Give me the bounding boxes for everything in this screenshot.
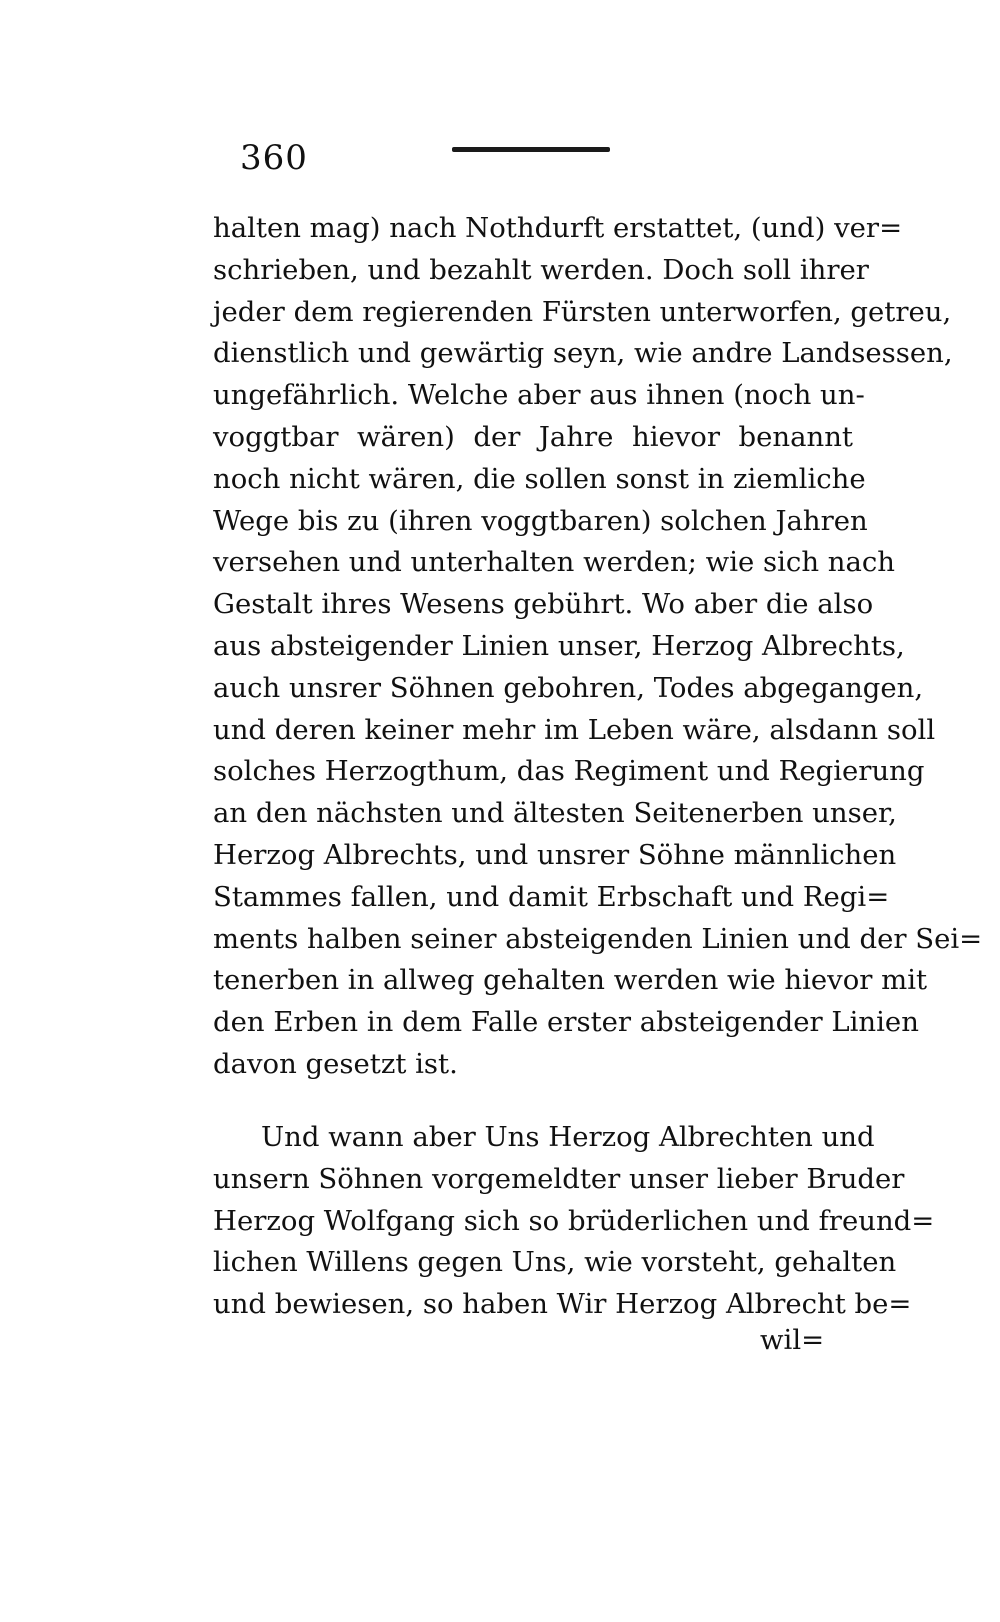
text-line: halten mag) nach Nothdurft erstattet, (und) ver= — [213, 212, 903, 244]
catchword: wil= — [760, 1324, 825, 1356]
page-number: 360 — [240, 138, 308, 178]
text-line: ments halben seiner absteigenden Linien und der Sei= — [213, 922, 983, 955]
text-line: noch nicht wären, die sollen sonst in ziemliche — [213, 462, 866, 495]
text-line: Stammes fallen, und damit Erbschaft und Regi= — [213, 880, 890, 913]
text-line: dienstlich und gewärtig seyn, wie andre Landsessen, — [213, 337, 953, 370]
text-line: ungefährlich. Welche aber aus ihnen (noch un- — [213, 379, 865, 412]
text-line: unsern Söhnen vorgemeldter unser lieber Bruder — [213, 1162, 905, 1195]
text-line: Herzog Albrechts, und unsrer Söhne männlichen — [213, 838, 897, 871]
paragraph-2 — [213, 1117, 935, 1326]
text-line: Wege bis zu (ihren voggtbaren) solchen Jahren — [213, 504, 868, 537]
text-line: Gestalt ihres Wesens gebührt. Wo aber die also — [213, 588, 874, 621]
text-line: und deren keiner mehr im Leben wäre, alsdann soll — [213, 713, 936, 746]
text-line: solches Herzogthum, das Regiment und Regierung — [213, 755, 925, 788]
header-rule — [452, 147, 610, 152]
text-line: versehen und unterhalten werden; wie sich nach — [213, 546, 896, 579]
text-line: auch unsrer Söhnen gebohren, Todes abgegangen, — [213, 671, 924, 704]
text-line: Herzog Wolfgang sich so brüderlichen und freund= — [213, 1204, 935, 1237]
text-line: voggtbar wären) der Jahre hievor benannt — [213, 420, 853, 453]
text-line: davon gesetzt ist. — [213, 1047, 458, 1080]
text-line: schrieben, und bezahlt werden. Doch soll ihrer — [213, 253, 869, 286]
text-line: aus absteigender Linien unser, Herzog Albrechts, — [213, 629, 905, 662]
text-line: und bewiesen, so haben Wir Herzog Albrecht be= — [213, 1288, 912, 1321]
text-line: Und wann aber Uns Herzog Albrechten und — [261, 1121, 875, 1153]
text-line: tenerben in allweg gehalten werden wie hievor mit — [213, 964, 928, 997]
text-line: lichen Willens gegen Uns, wie vorsteht, gehalten — [213, 1246, 897, 1279]
paragraph-1 — [213, 208, 983, 1086]
text-line: den Erben in dem Falle erster absteigender Linien — [213, 1006, 919, 1039]
text-line: an den nächsten und ältesten Seitenerben unser, — [213, 797, 897, 830]
text-line: jeder dem regierenden Fürsten unterworfen, getreu, — [213, 295, 952, 328]
